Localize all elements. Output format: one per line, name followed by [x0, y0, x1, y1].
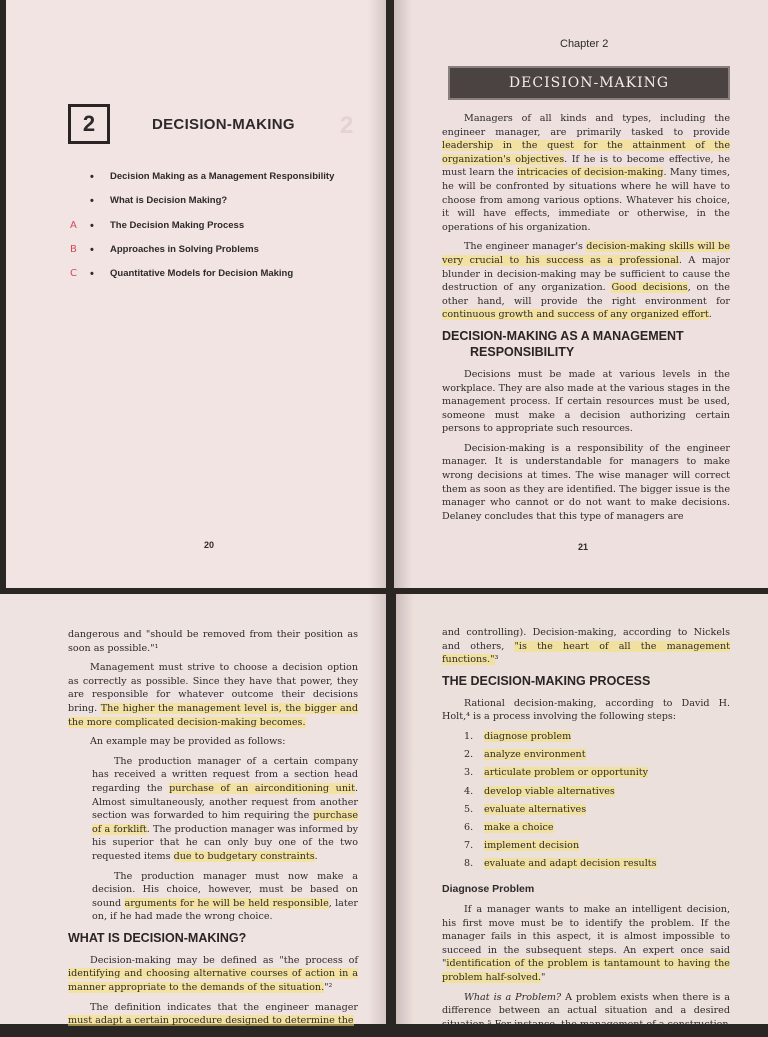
page-number: 21 [578, 542, 589, 552]
example-block [68, 755, 358, 924]
gutter-shadow [368, 594, 386, 1024]
topic-label: Approaches in Solving Problems [110, 243, 259, 255]
topic-label: Decision Making as a Management Responsibility [110, 171, 335, 182]
page-20 [6, 0, 386, 588]
paragraph: The production manager must now make a decision. His choice, however, must be based on sound arguments for he will be held responsible, later on, if he had made the wrong choice. [92, 870, 359, 923]
topic-item [70, 267, 378, 291]
pen-mark: • B [70, 243, 77, 255]
gutter-shadow [394, 0, 412, 588]
pen-mark: • C [70, 268, 77, 280]
section-heading: DECISION-MAKING AS A MANAGEMENT RESPONSIBILITY [442, 328, 684, 359]
list-item: 2. analyze environment [464, 749, 586, 761]
paragraph: Managers of all kinds and types, including the engineer manager, are primarily tasked to provide leadership in the quest for the attainment of the organization's objectives. If he is to become effective, he must learn the intricacies of decision-making. Many times, he will be confronted by situations where he will have to choose from among various options. Whatever his choice, it will have effects, immediate or otherwise, in the operations of his organization. [442, 113, 731, 233]
paragraph: The definition indicates that the engineer manager must adapt a certain procedure designed to determine the [68, 1001, 358, 1027]
page-23-text [442, 626, 730, 1037]
list-item: 1. diagnose problem [464, 730, 572, 742]
page-21-text [442, 112, 730, 529]
topic-item [88, 170, 378, 194]
list-item: 5. evaluate alternatives [464, 803, 587, 815]
paragraph: The engineer manager's decision-making skills will be very crucial to his success as a professional. A major blunder in decision-making may be sufficient to cause the destruction of any organization. Good decisions, on the other hand, will provide the right environment for continuous growth and success of any organized effort. [442, 241, 730, 321]
page-number: 20 [204, 540, 215, 550]
paragraph: Decision-making is a responsibility of the engineer manager. It is understandable for managers to make wrong decisions at times. The wise manager will correct them as soon as they are identified. The bigger issue is the manager who cannot or do not want to make decisions. Delaney concludes that this type of managers are [442, 442, 730, 522]
page-22 [0, 594, 386, 1027]
paragraph: dangerous and "should be removed from their position as soon as possible."¹ [68, 629, 358, 654]
show-through-number: 2 [340, 112, 354, 139]
topic-item [88, 194, 378, 218]
paragraph: If a manager wants to make an intelligent decision, his first move must be to identify the problem. If the manager fails in this aspect, it is almost impossible to succeed in the subsequent steps. An expert once said "identification of the problem is tantamount to having the problem half-solved." [442, 904, 730, 984]
gutter-shadow [368, 0, 386, 588]
paragraph: and controlling). Decision-making, according to Nickels and others, "is the heart of all the management functions."³ [442, 627, 731, 666]
topic-label: The Decision Making Process [110, 219, 245, 231]
section-heading: WHAT IS DECISION-MAKING? [68, 930, 247, 945]
page-21 [394, 0, 768, 588]
paragraph: Decisions must be made at various levels in the workplace. They are also made at the various stages in the management process. If certain resources must be used, someone must make a decision authorizing certain persons to appropriate such resources. [442, 368, 730, 435]
pen-mark: • A [70, 219, 77, 231]
paragraph: Rational decision-making, according to David H. Holt,⁴ is a process involving the following steps: [442, 697, 730, 723]
paragraph: The production manager of a certain company has received a written request from a section head regarding the purchase of an airconditioning unit. Almost simultaneously, another request from another section was forwarded to him requiring the purchase of a forklift. The production manager was informed by his superior that he can only buy one of the two requested items due to budgetary constraints. [92, 755, 359, 862]
topic-label: Quantitative Models for Decision Making [110, 268, 294, 280]
list-item: 8. evaluate and adapt decision results [464, 858, 657, 870]
topic-label: What is Decision Making? [110, 195, 228, 207]
paragraph: Decision-making may be defined as "the process of identifying and choosing alternative courses of action in a manner appropriate to the demands of the situation."² [68, 954, 358, 994]
paragraph: An example may be provided as follows: [90, 736, 286, 748]
subsection-heading: Diagnose Problem [442, 883, 535, 896]
list-item: 7. implement decision [464, 840, 580, 852]
list-item: 6. make a choice [464, 821, 554, 833]
page-23 [396, 594, 768, 1030]
chapter-topics-list [70, 170, 378, 291]
process-steps-list [464, 730, 730, 876]
list-item: 4. develop viable alternatives [464, 785, 615, 797]
topic-item [70, 219, 378, 243]
section-heading: THE DECISION-MAKING PROCESS [442, 673, 651, 688]
topic-item [70, 243, 378, 267]
page-22-text [68, 628, 358, 1034]
chapter-title: DECISION-MAKING [152, 116, 295, 133]
paragraph: Management must strive to choose a decision option as correctly as possible. Since they have that power, they are responsible for whatever outcome their decisions bring. The higher the management level is, the bigger and the more complicated decision-making becomes. [68, 662, 358, 728]
gutter-shadow [396, 594, 414, 1024]
chapter-label: Chapter 2 [560, 38, 609, 50]
paragraph: What is a Problem? A problem exists when there is a difference between an actual situation and a desired situation.⁵ For instance, the management of a construction [442, 991, 730, 1030]
chapter-number-box: 2 [68, 104, 110, 144]
chapter-title-banner: DECISION-MAKING [448, 66, 730, 100]
list-item: 3. articulate problem or opportunity [464, 767, 649, 779]
